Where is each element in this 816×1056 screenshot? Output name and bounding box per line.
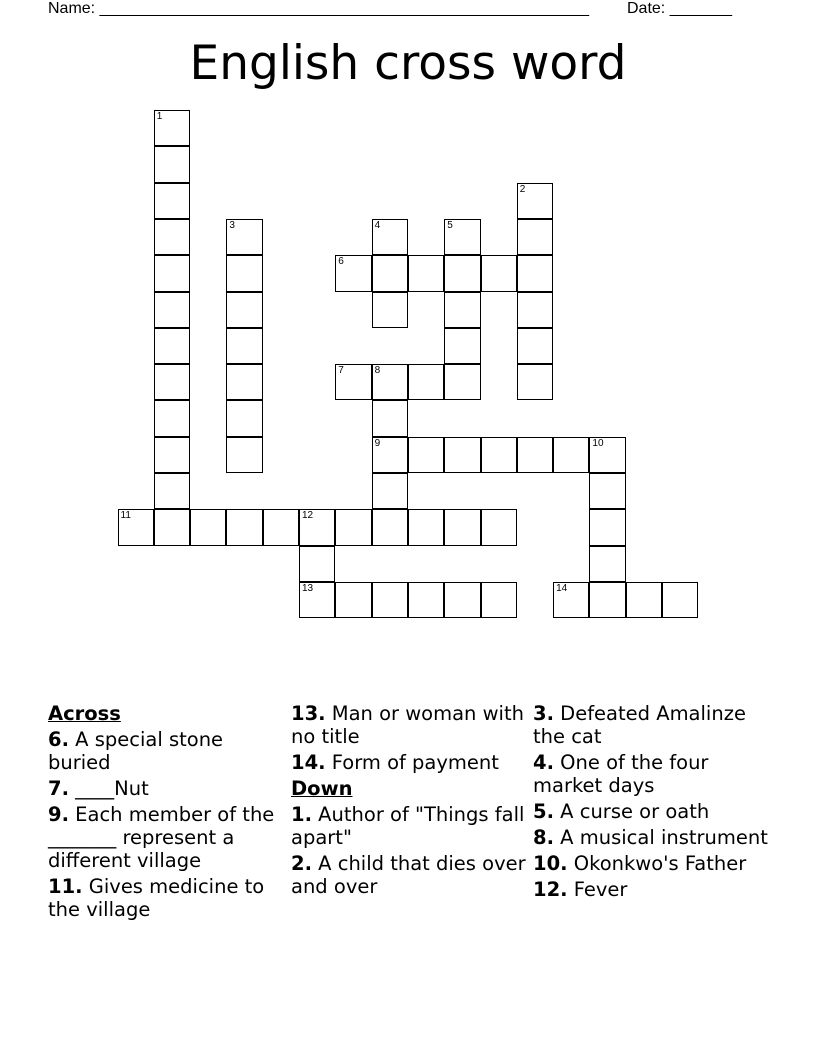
- grid-cell[interactable]: [154, 183, 190, 219]
- grid-cell[interactable]: [372, 509, 408, 545]
- clue-number: 1: [156, 111, 163, 122]
- grid-cell[interactable]: [372, 292, 408, 328]
- grid-cell[interactable]: [299, 509, 335, 545]
- grid-cell[interactable]: [444, 219, 480, 255]
- grid-cell[interactable]: [154, 292, 190, 328]
- grid-cell[interactable]: [372, 473, 408, 509]
- date-line: Date: _______: [627, 0, 732, 17]
- grid-cell[interactable]: [335, 255, 371, 291]
- grid-cell[interactable]: [154, 473, 190, 509]
- grid-cell[interactable]: [444, 437, 480, 473]
- grid-cell[interactable]: [372, 364, 408, 400]
- grid-cell[interactable]: [481, 437, 517, 473]
- grid-cell[interactable]: [481, 255, 517, 291]
- grid-cell[interactable]: [154, 146, 190, 182]
- grid-cell[interactable]: [408, 582, 444, 618]
- down-clue-3: 3. Defeated Amalinze the cat: [533, 702, 746, 748]
- grid-cell[interactable]: [372, 582, 408, 618]
- down-clue-4: 4. One of the four market days: [533, 751, 709, 797]
- clue-number: 10: [592, 437, 604, 449]
- grid-cell[interactable]: [444, 255, 480, 291]
- name-line: Name: _______________________________________________________: [48, 0, 589, 17]
- grid-cell[interactable]: [517, 255, 553, 291]
- grid-cell[interactable]: [589, 473, 625, 509]
- across-clue-14: 14. Form of payment: [291, 751, 499, 774]
- grid-cell[interactable]: [589, 582, 625, 618]
- across-clue-6: 6. A special stone buried: [48, 728, 224, 774]
- grid-cell[interactable]: [408, 509, 444, 545]
- grid-cell[interactable]: [154, 255, 190, 291]
- grid-cell[interactable]: [517, 219, 553, 255]
- down-clue-12: 12. Fever: [533, 878, 628, 901]
- grid-cell[interactable]: [444, 509, 480, 545]
- grid-cell[interactable]: [408, 364, 444, 400]
- clue-number: 3: [229, 219, 235, 231]
- across-clue-13: 13. Man or woman with no title: [291, 702, 524, 748]
- grid-cell[interactable]: [154, 364, 190, 400]
- grid-cell[interactable]: [626, 582, 662, 618]
- down-clue-2: 2. A child that dies over and over: [291, 852, 526, 898]
- grid-cell[interactable]: [263, 509, 299, 545]
- grid-cell[interactable]: [481, 582, 517, 618]
- grid-cell[interactable]: [226, 219, 262, 255]
- clue-column-3: [533, 702, 773, 904]
- grid-cell[interactable]: [444, 328, 480, 364]
- clue-number: 8: [374, 365, 381, 377]
- grid-cell[interactable]: [408, 255, 444, 291]
- grid-cell[interactable]: [226, 509, 262, 545]
- grid-cell[interactable]: [154, 110, 190, 146]
- grid-cell[interactable]: [299, 546, 335, 582]
- grid-cell[interactable]: [190, 509, 226, 545]
- grid-cell[interactable]: [589, 546, 625, 582]
- grid-cell[interactable]: [335, 364, 371, 400]
- down-clue-8: 8. A musical instrument: [533, 826, 768, 849]
- grid-cell[interactable]: [335, 509, 371, 545]
- clue-column-2: [291, 702, 531, 901]
- grid-cell[interactable]: [408, 437, 444, 473]
- grid-cell[interactable]: [589, 509, 625, 545]
- across-clue-11: 11. Gives medicine to the village: [48, 875, 265, 921]
- grid-cell[interactable]: [226, 364, 262, 400]
- clue-number: 7: [338, 365, 344, 377]
- clue-number: 2: [519, 183, 526, 195]
- clue-number: 13: [302, 582, 314, 594]
- grid-cell[interactable]: [118, 509, 154, 545]
- grid-cell[interactable]: [517, 292, 553, 328]
- across-heading: Across: [48, 702, 121, 725]
- clue-number: 9: [374, 437, 381, 449]
- grid-cell[interactable]: [226, 437, 262, 473]
- grid-cell[interactable]: [372, 437, 408, 473]
- grid-cell[interactable]: [335, 582, 371, 618]
- down-heading: Down: [291, 777, 353, 800]
- down-clue-10: 10. Okonkwo's Father: [533, 852, 747, 875]
- grid-cell[interactable]: [299, 582, 335, 618]
- grid-cell[interactable]: [517, 183, 553, 219]
- grid-cell[interactable]: [154, 219, 190, 255]
- clue-number: 6: [338, 256, 344, 268]
- clue-number: 5: [447, 219, 453, 231]
- across-clue-9: 9. Each member of the _______ represent a different village: [48, 803, 275, 872]
- clue-number: 14: [556, 582, 568, 594]
- grid-cell[interactable]: [444, 292, 480, 328]
- clue-number: 12: [302, 510, 314, 522]
- grid-cell[interactable]: [553, 437, 589, 473]
- grid-cell[interactable]: [444, 364, 480, 400]
- grid-cell[interactable]: [226, 255, 262, 291]
- grid-cell[interactable]: [444, 582, 480, 618]
- grid-cell[interactable]: [154, 509, 190, 545]
- grid-cell[interactable]: [517, 437, 553, 473]
- grid-cell[interactable]: [553, 582, 589, 618]
- grid-cell[interactable]: [154, 437, 190, 473]
- grid-cell[interactable]: [372, 400, 408, 436]
- grid-cell[interactable]: [517, 328, 553, 364]
- across-clue-7: 7. ____Nut: [48, 777, 149, 800]
- grid-cell[interactable]: [226, 328, 262, 364]
- clue-number: 4: [374, 219, 381, 231]
- clue-column-1: [48, 702, 288, 924]
- grid-cell[interactable]: [226, 400, 262, 436]
- grid-cell[interactable]: [226, 292, 262, 328]
- grid-cell[interactable]: [662, 582, 698, 618]
- grid-cell[interactable]: [589, 437, 625, 473]
- grid-cell[interactable]: [372, 219, 408, 255]
- down-clue-1: 1. Author of "Things fall apart": [291, 803, 525, 849]
- clue-number: 11: [120, 510, 131, 522]
- page-title: English cross word: [189, 36, 627, 91]
- grid-cell[interactable]: [154, 328, 190, 364]
- grid-cell[interactable]: [372, 255, 408, 291]
- grid-cell[interactable]: [481, 509, 517, 545]
- grid-cell[interactable]: [517, 364, 553, 400]
- down-clue-5: 5. A curse or oath: [533, 800, 710, 823]
- grid-cell[interactable]: [154, 400, 190, 436]
